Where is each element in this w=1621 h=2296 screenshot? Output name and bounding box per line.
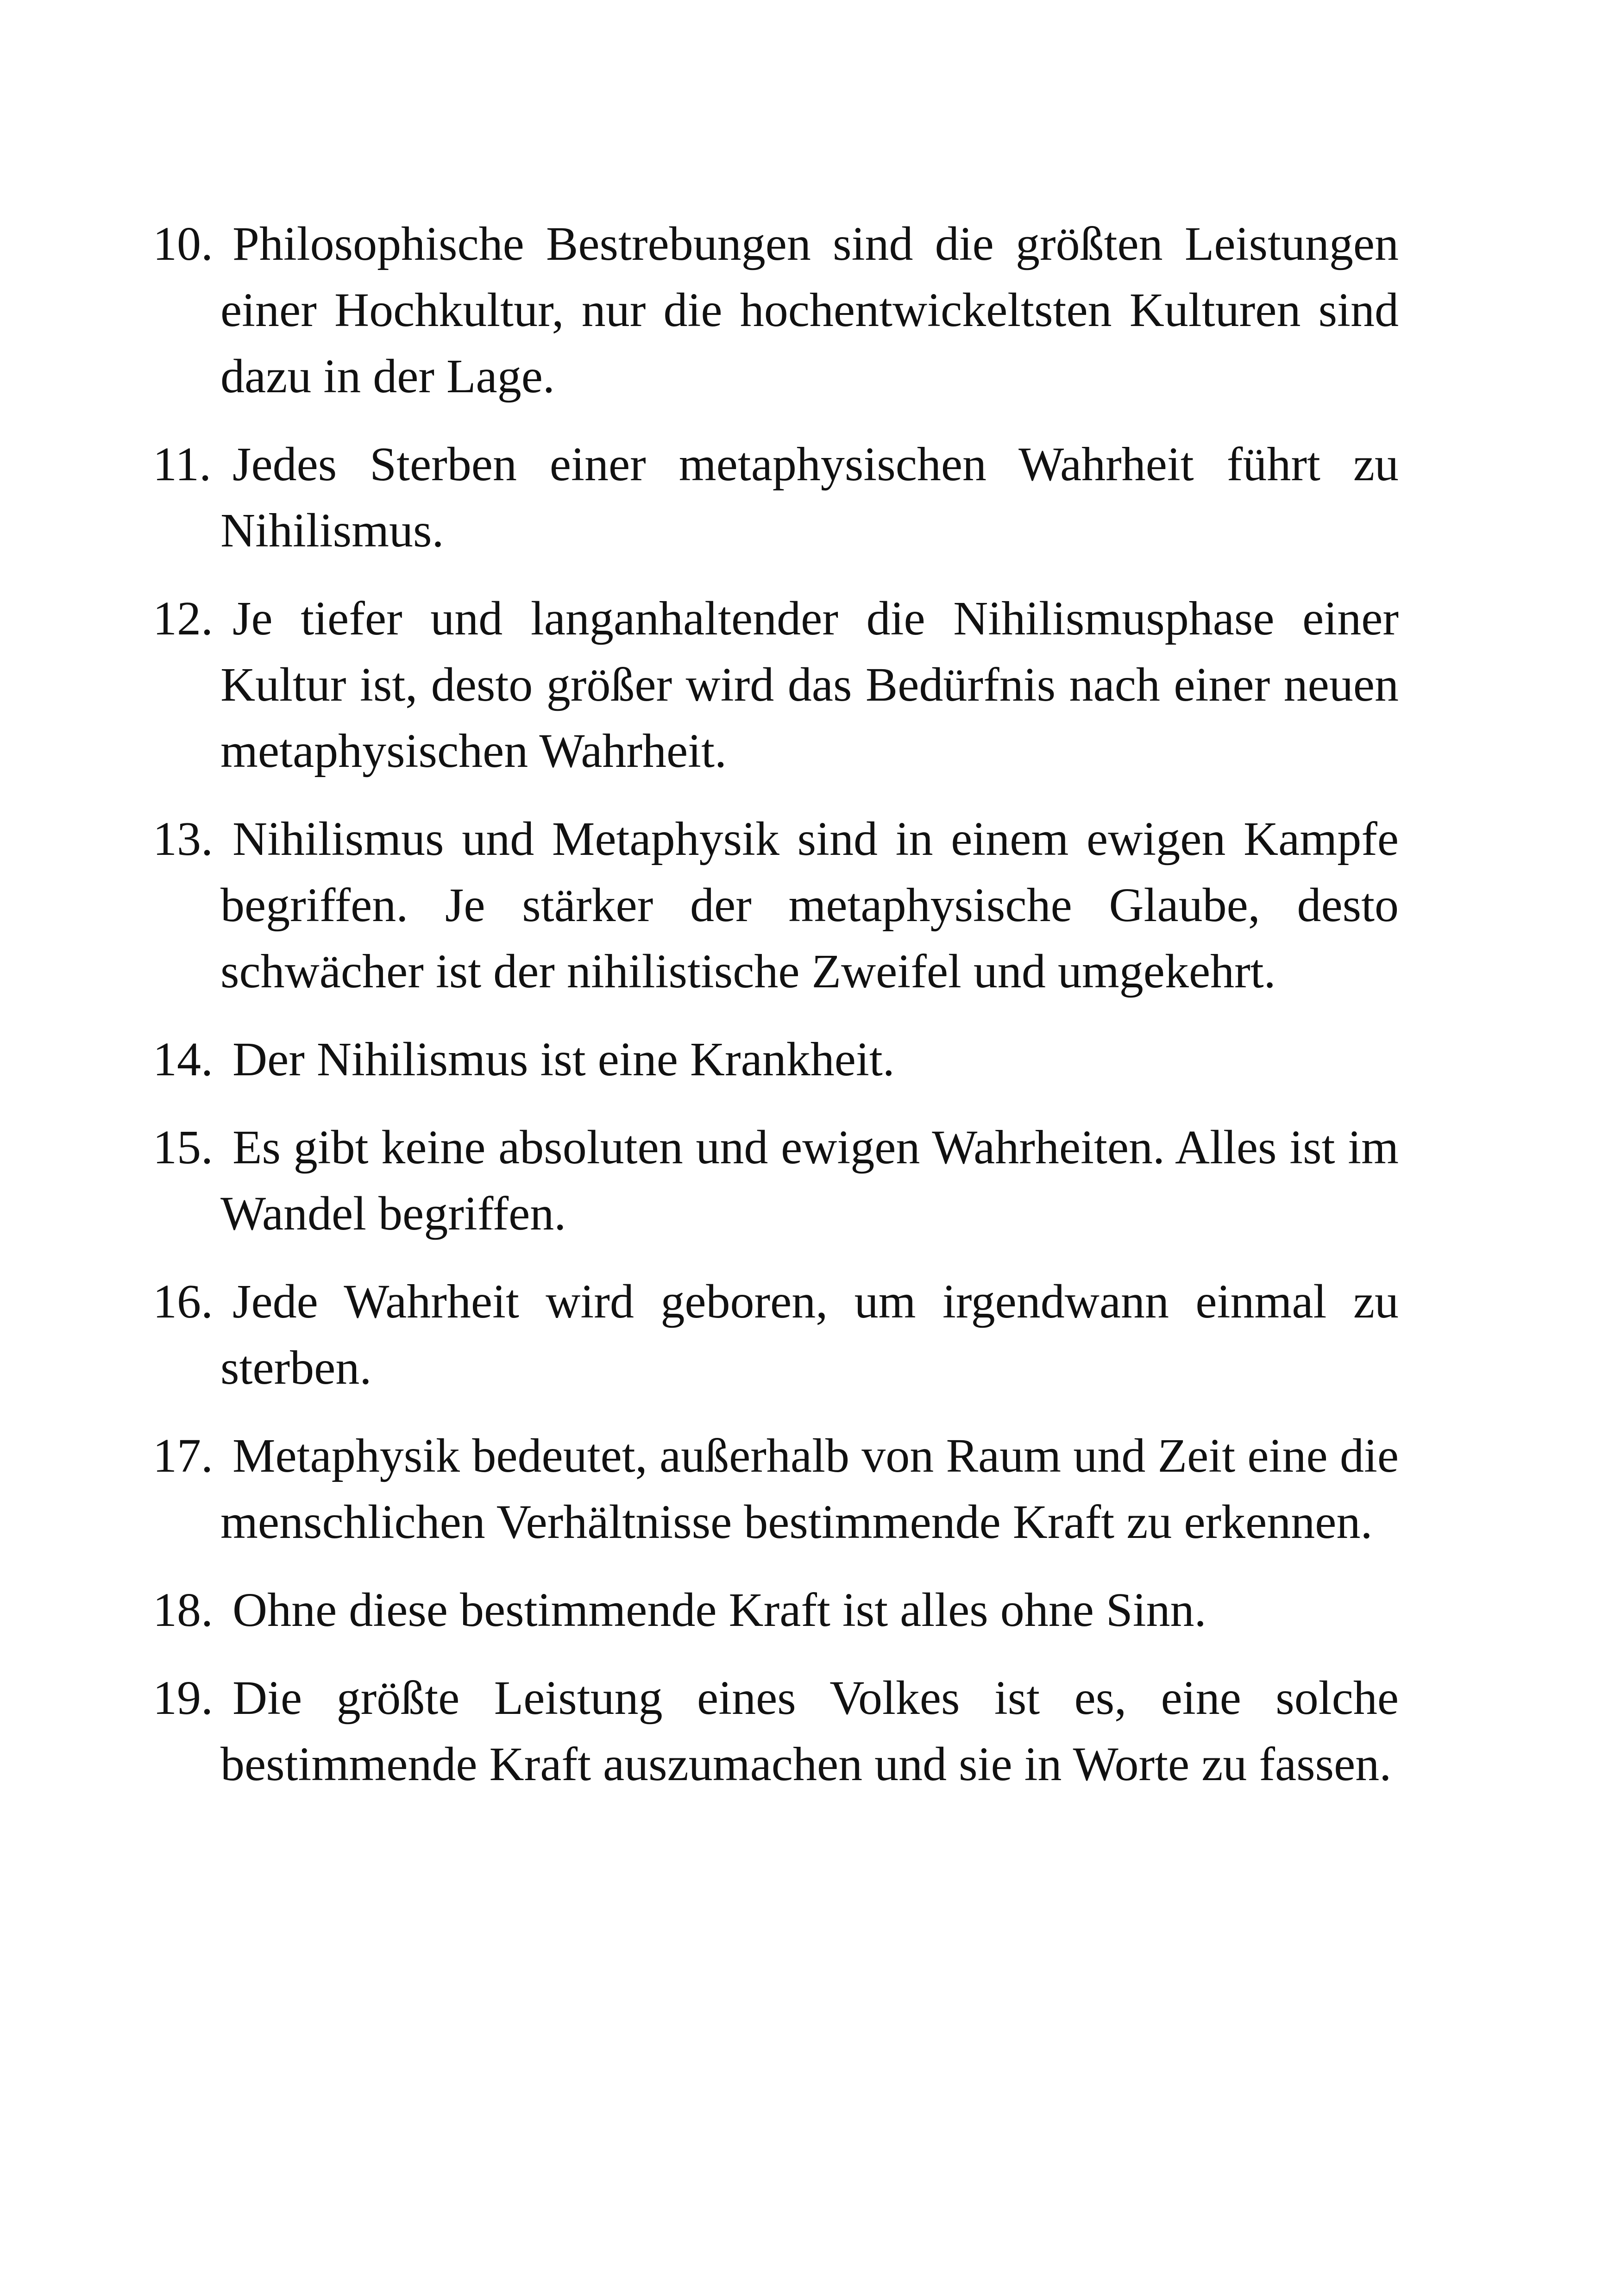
thesis-text: Je tiefer und langanhaltender die Nihilismusphase einer Kultur ist, desto größer wird das Bedürfnis nach einer neuen metaphysischen Wahrheit.: [220, 592, 1399, 778]
thesis-text: Jede Wahrheit wird geboren, um irgendwann einmal zu sterben.: [220, 1275, 1399, 1394]
theses-list: [153, 211, 1399, 1819]
thesis-text: Es gibt keine absoluten und ewigen Wahrheiten. Alles ist im Wandel begriffen.: [220, 1121, 1399, 1240]
thesis-text: Die größte Leistung eines Volkes ist es, eine solche bestimmende Kraft auszumachen und sie in Worte zu fassen.: [220, 1671, 1399, 1791]
thesis-item-10: [153, 211, 1399, 409]
thesis-text: Philosophische Bestrebungen sind die größten Leistungen einer Hochkultur, nur die hochentwickeltsten Kulturen sind dazu in der Lage.: [220, 217, 1399, 403]
thesis-item-12: [153, 585, 1399, 784]
thesis-number: 11.: [153, 438, 212, 491]
thesis-number: 14.: [153, 1033, 213, 1086]
thesis-item-17: [153, 1423, 1399, 1555]
thesis-number: 10.: [153, 217, 213, 270]
thesis-text: Der Nihilismus ist eine Krankheit.: [232, 1033, 895, 1086]
thesis-item-11: [153, 431, 1399, 564]
thesis-item-19: [153, 1665, 1399, 1797]
thesis-text: Nihilismus und Metaphysik sind in einem ewigen Kampfe begriffen. Je stärker der metaphysische Glaube, desto schwächer ist der nihilistische Zweifel und umgekehrt.: [220, 812, 1399, 998]
thesis-number: 17.: [153, 1429, 213, 1482]
thesis-number: 16.: [153, 1275, 213, 1328]
thesis-text: Metaphysik bedeutet, außerhalb von Raum und Zeit eine die menschlichen Verhältnisse bestimmende Kraft zu erkennen.: [220, 1429, 1399, 1549]
thesis-number: 15.: [153, 1121, 213, 1174]
thesis-item-16: [153, 1268, 1399, 1401]
thesis-item-14: [153, 1026, 1399, 1092]
thesis-item-15: [153, 1114, 1399, 1247]
thesis-number: 19.: [153, 1671, 213, 1725]
thesis-text: Jedes Sterben einer metaphysischen Wahrheit führt zu Nihilismus.: [220, 438, 1399, 557]
thesis-item-13: [153, 806, 1399, 1004]
thesis-number: 18.: [153, 1583, 213, 1637]
thesis-text: Ohne diese bestimmende Kraft ist alles ohne Sinn.: [232, 1583, 1206, 1637]
thesis-number: 12.: [153, 592, 213, 645]
thesis-item-18: [153, 1577, 1399, 1643]
thesis-number: 13.: [153, 812, 213, 866]
